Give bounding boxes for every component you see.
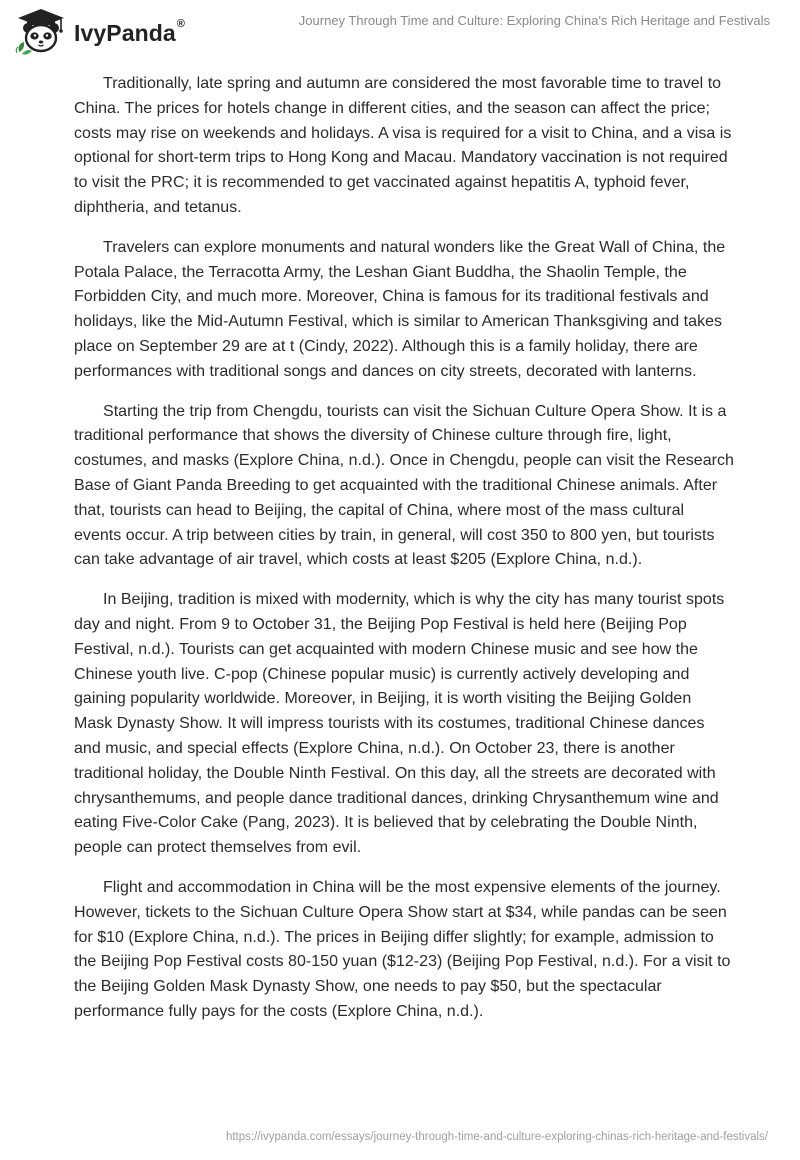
ivypanda-logo[interactable]: [14, 6, 185, 56]
source-url-link[interactable]: https://ivypanda.com/essays/journey-through-time-and-culture-exploring-chinas-rich-heritage-and-festivals/: [225, 1131, 768, 1143]
page-header: [0, 0, 800, 62]
paragraph: Travelers can explore monuments and natural wonders like the Great Wall of China, the Potala Palace, the Terracotta Army, the Leshan Giant Buddha, the Shaolin Temple, the Forbidden City, and much more. Moreover, China is famous for its traditional festivals and holidays, like the Mid-Autumn Festival, which is similar to American Thanksgiving and takes place on September 29 are at t (Cindy, 2022). Although this is a family holiday, there are performances with traditional songs and dances on city streets, decorated with lanterns.: [74, 238, 726, 380]
brand-name: IvyPanda®: [74, 17, 186, 46]
panda-graduate-icon: [14, 6, 68, 56]
paragraph: Starting the trip from Chengdu, tourists can visit the Sichuan Culture Opera Show. It is a traditional performance that shows the diversity of Chinese culture through fire, light, costumes, and masks (Explore China, n.d.). Once in Chengdu, people can visit the Research Base of Giant Panda Breeding to get acquainted with the traditional Chinese animals. After that, tourists can head to Beijing, the capital of China, where most of the mass cultural events occur. A trip between cities by train, in general, will cost 350 to 800 yen, but tourists can take advantage of air travel, which costs at least $205 (Explore China, n.d.).: [74, 402, 734, 569]
essay-body: [74, 72, 734, 1040]
document-title: Journey Through Time and Culture: Exploring China's Rich Heritage and Festivals: [298, 13, 770, 28]
paragraph: Traditionally, late spring and autumn are considered the most favorable time to travel to China. The prices for hotels change in different cities, and the season can affect the price; costs may rise on weekends and holidays. A visa is required for a visit to China, and a visa is optional for short-term trips to Hong Kong and Macau. Mandatory vaccination is not required to visit the PRC; it is recommended to get vaccinated against hepatitis A, typhoid fever, diphtheria, and tetanus.: [74, 75, 732, 216]
paragraph: In Beijing, tradition is mixed with modernity, which is why the city has many tourist spots day and night. From 9 to October 31, the Beijing Pop Festival is held here (Beijing Pop Festival, n.d.). Tourists can get acquainted with modern Chinese music and see how the Chinese youth live. C-pop (Chinese popular music) is currently actively developing and gaining popularity worldwide. Moreover, in Beijing, it is worth visiting the Beijing Golden Mask Dynasty Show. It will impress tourists with its costumes, traditional Chinese dances and music, and special effects (Explore China, n.d.). On October 23, there is another traditional holiday, the Double Ninth Festival. On this day, all the streets are decorated with chrysanthemums, and people dance traditional dances, drinking Chrysanthemum wine and eating Five-Color Cake (Pang, 2023). It is believed that by celebrating the Double Ninth, people can protect themselves from evil.: [74, 591, 725, 857]
paragraph: Flight and accommodation in China will be the most expensive elements of the journey. However, tickets to the Sichuan Culture Opera Show start at $34, while pandas can be seen for $10 (Explore China, n.d.). The prices in Beijing differ slightly; for example, admission to the Beijing Pop Festival costs 80-150 yuan ($12-23) (Beijing Pop Festival, n.d.). For a visit to the Beijing Golden Mask Dynasty Show, one needs to pay $50, but the spectacular performance fully pays for the costs (Explore China, n.d.).: [74, 878, 731, 1020]
registered-mark: ®: [176, 17, 186, 30]
